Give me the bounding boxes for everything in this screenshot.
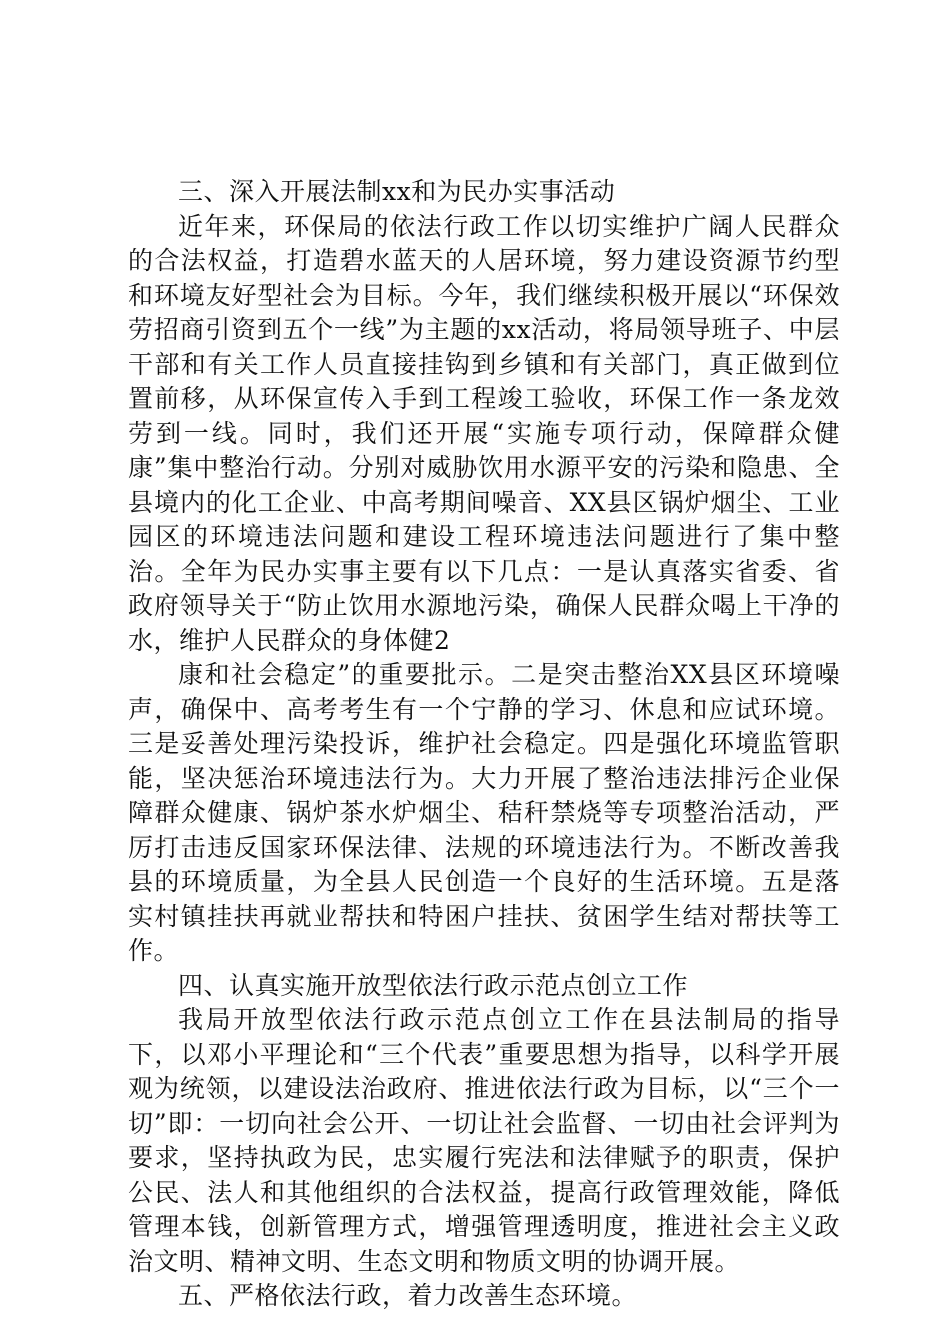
section-3-heading: 三、深入开展法制xx和为民办实事活动 [178, 177, 616, 206]
document-body [128, 175, 840, 1314]
section-4-heading: 四、认真实施开放型依法行政示范点创立工作 [178, 970, 689, 1000]
section-4-paragraph-1: 我局开放型依法行政示范点创立工作在县法制局的指导下，以邓小平理论和“三个代表”重要思想为指导，以科学开展观为统领，以建设法治政府、推进依法行政为目标，以“三个一切”即：一切向社会公开、一切让社会监督、一切由社会评判为要求，坚持执政为民，忠实履行宪法和法律赋予的职责，保护公民、法人和其他组织的合法权益，提高行政管理效能，降低管理本钱，创新管理方式，增强管理透明度，推进社会主义政治文明、精神文明、生态文明和物质文明的协调开展。 [128, 1005, 840, 1276]
section-3-paragraph-2: 康和社会稳定”的重要批示。二是突击整治XX县区环境噪声，确保中、高考考生有一个宁静的学习、休息和应试环境。三是妥善处理污染投诉，维护社会稳定。四是强化环境监管职能，坚决惩治环境违法行为。大力开展了整治违法排污企业保障群众健康、锅炉茶水炉烟尘、秸秆禁烧等专项整治活动，严厉打击违反国家环保法律、法规的环境违法行为。不断改善我县的环境质量，为全县人民创造一个良好的生活环境。五是落实村镇挂扶再就业帮扶和特困户挂扶、贫困学生结对帮扶等工作。 [128, 660, 840, 965]
section-3-paragraph-1: 近年来，环保局的依法行政工作以切实维护广阔人民群众的合法权益，打造碧水蓝天的人居环境，努力建设资源节约型和环境友好型社会为目标。今年，我们继续积极开展以“环保效劳招商引资到五个一线”为主题的xx活动，将局领导班子、中层干部和有关工作人员直接挂钩到乡镇和有关部门，真正做到位置前移，从环保宣传入手到工程竣工验收，环保工作一条龙效劳到一线。同时，我们还开展“实施专项行动，保障群众健康”集中整治行动。分别对威胁饮用水源平安的污染和隐患、全县境内的化工企业、中高考期间噪音、XX县区锅炉烟尘、工业园区的环境违法问题和建设工程环境违法问题进行了集中整治。全年为民办实事主要有以下几点：一是认真落实省委、省政府领导关于“防止饮用水源地污染，确保人民群众喝上干净的水，维护人民群众的身体健2 [128, 211, 840, 655]
section-5-heading: 五、严格依法行政，着力改善生态环境。 [178, 1281, 638, 1310]
